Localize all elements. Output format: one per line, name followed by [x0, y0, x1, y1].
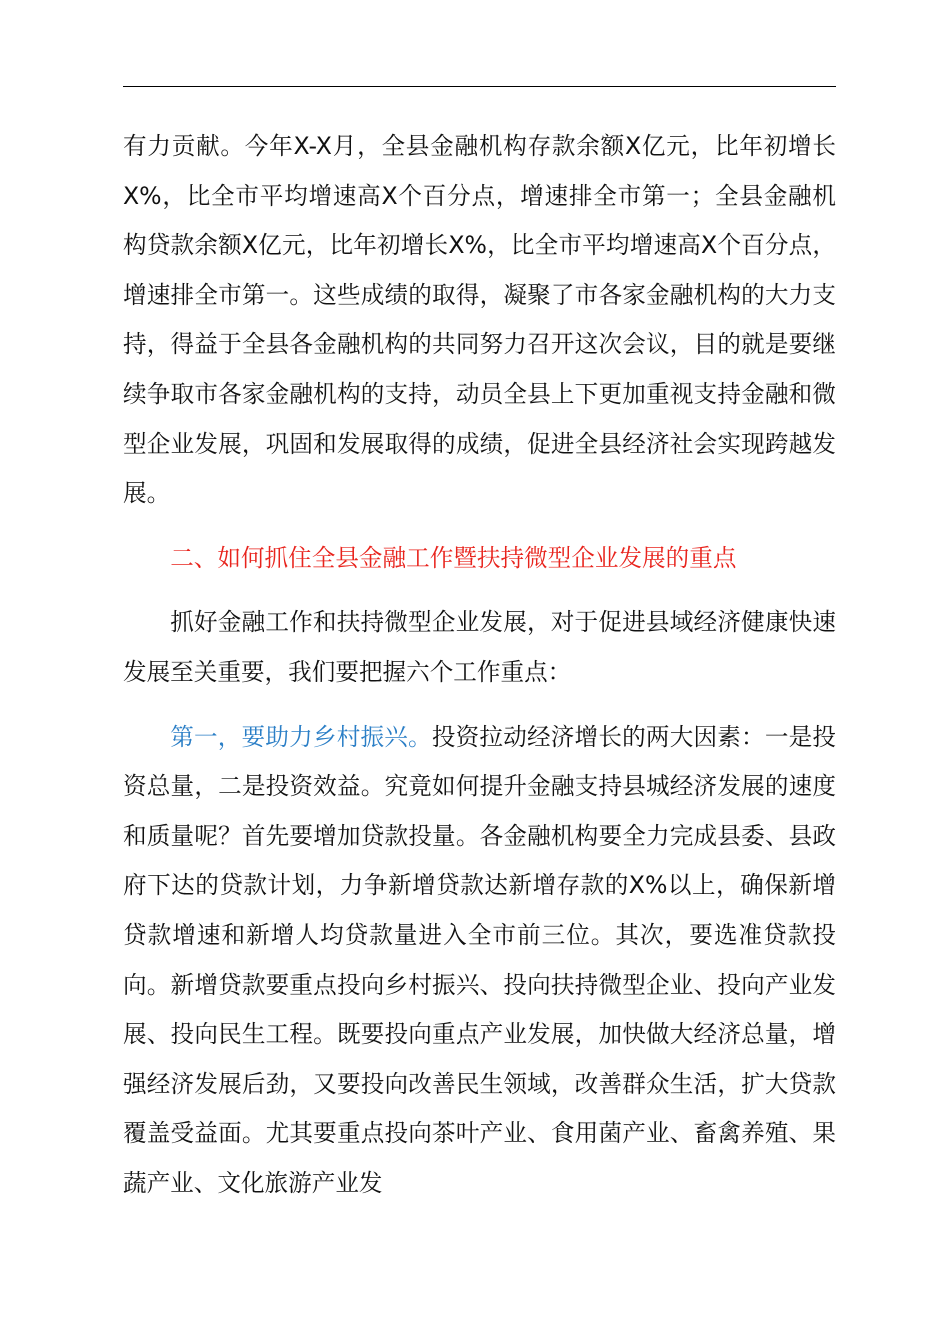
section-heading: 二、如何抓住全县金融工作暨扶持微型企业发展的重点 [170, 543, 737, 572]
point-one-body: 投资拉动经济增长的两大因素：一是投资总量，二是投资效益。究竟如何提升金融支持县城经济发展的速度和质量呢？首先要增加贷款投量。各金融机构要全力完成县委、县政府下达的贷款计划，力争新增贷款达新增存款的X%以上，确保新增贷款增速和新增人均贷款量进入全市前三位。其次，要选准贷款投向。新增贷款要重点投向乡村振兴、投向扶持微型企业、投向产业发展、投向民生工程。既要投向重点产业发展，加快做大经济总量，增强经济发展后劲，又要投向改善民生领域，改善群众生活，扩大贷款覆盖受益面。尤其要重点投向茶叶产业、食用菌产业、畜禽养殖、果蔬产业、文化旅游产业发 [123, 722, 837, 1197]
document-body [123, 122, 836, 1208]
paragraph-contribution-summary: 有力贡献。今年X-X月，全县金融机构存款余额X亿元，比年初增长X%，比全市平均增速高X个百分点，增速排全市第一；全县金融机构贷款余额X亿元，比年初增长X%，比全市平均增速高X个百分点，增速排全市第一。这些成绩的取得，凝聚了市各家金融机构的大力支持，得益于全县各金融机构的共同努力召开这次会议，目的就是要继续争取市各家金融机构的支持，动员全县上下更加重视支持金融和微型企业发展，巩固和发展取得的成绩，促进全县经济社会实现跨越发展。 [123, 132, 836, 508]
point-one-lead: 第一，要助力乡村振兴。 [170, 722, 432, 751]
paragraph-work-focus-intro: 抓好金融工作和扶持微型企业发展，对于促进县域经济健康快速发展至关重要，我们要把握六个工作重点： [123, 608, 836, 686]
paragraph-rural-revitalization [123, 713, 836, 1209]
header-rule [123, 86, 836, 87]
